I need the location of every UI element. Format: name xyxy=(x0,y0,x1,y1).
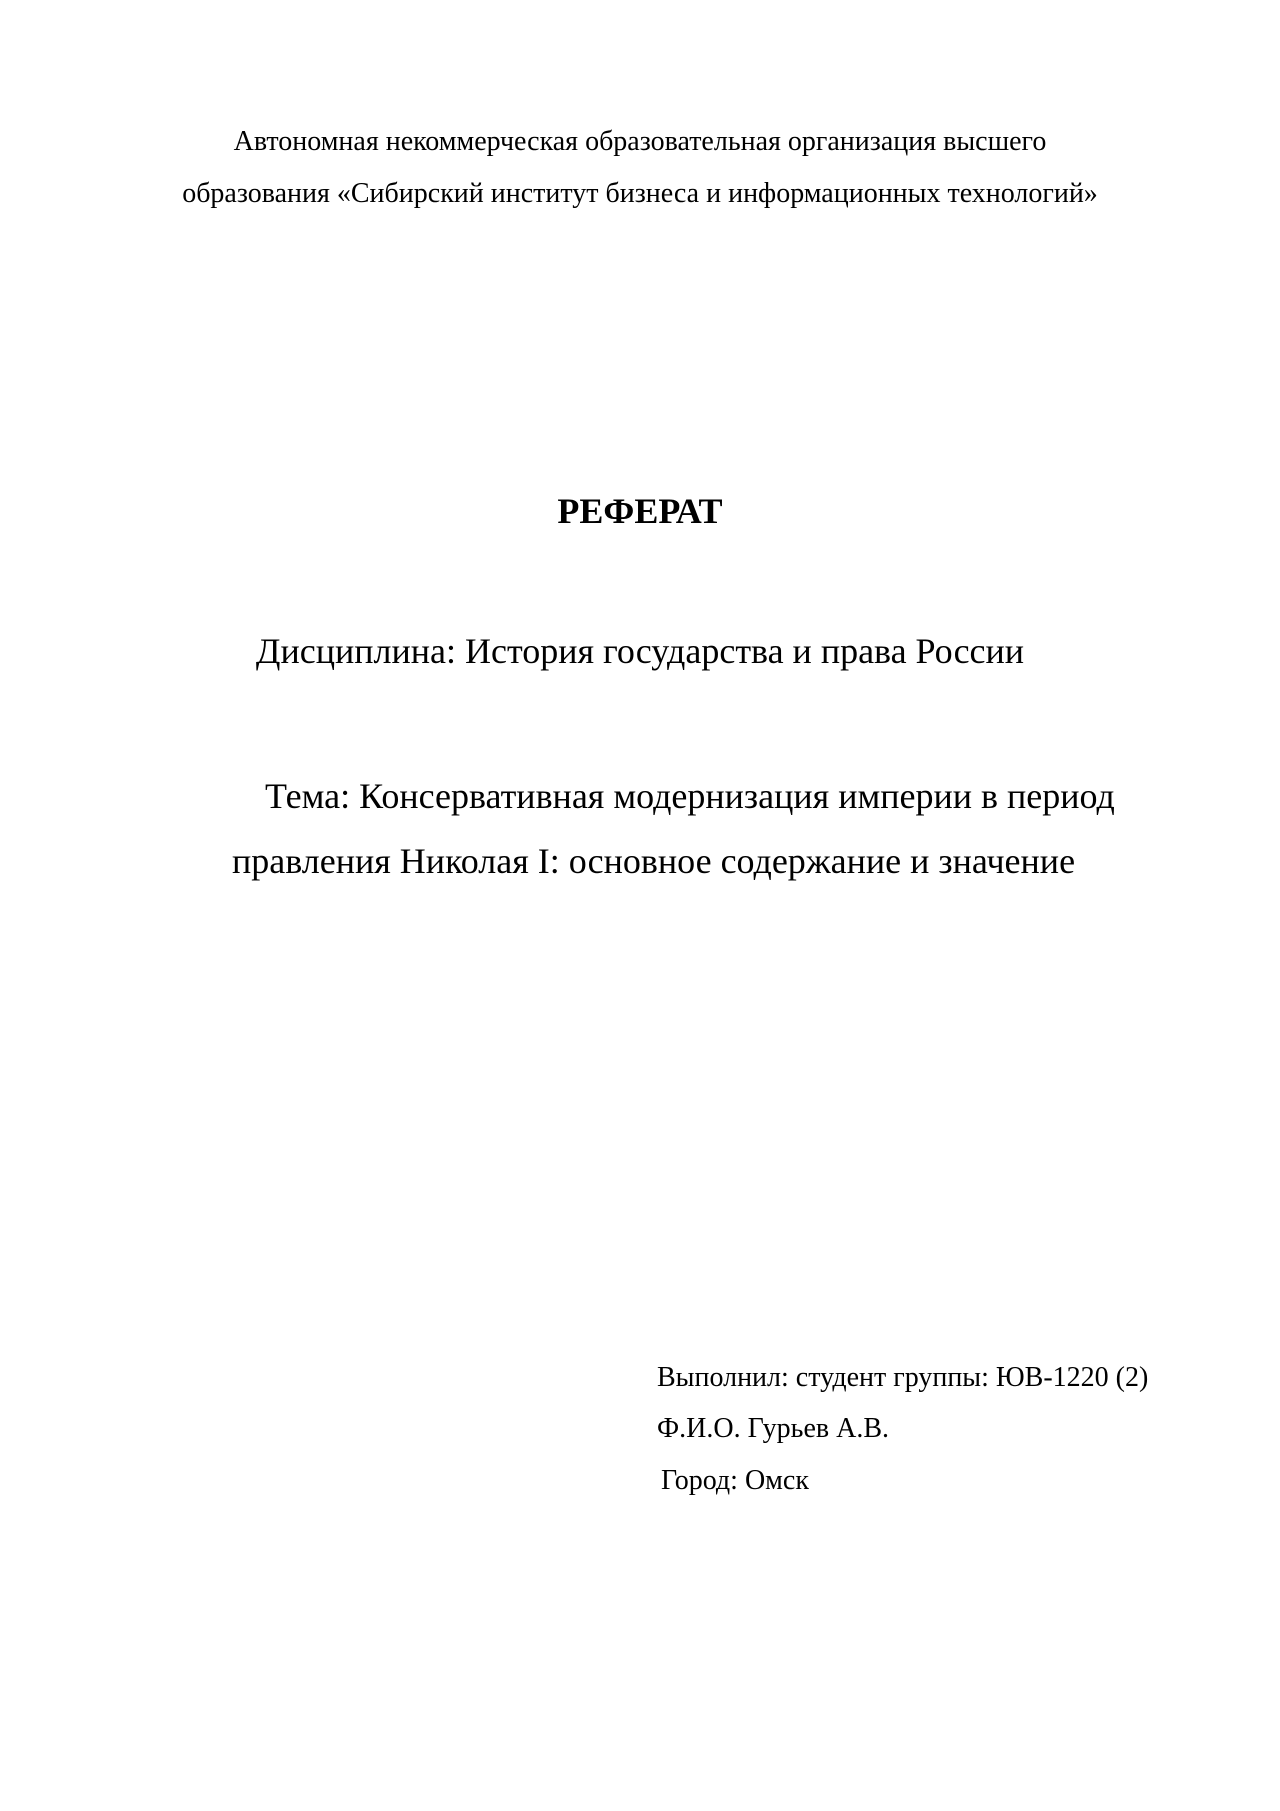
organization-line-1: Автономная некоммерческая образовательная организация высшего xyxy=(233,126,1047,157)
topic-line-2: правления Николая I: основное содержание и значение xyxy=(232,841,1076,881)
topic-line-1: Тема: Консервативная модернизация империи в период xyxy=(265,776,1115,816)
author-group-line: Выполнил: студент группы: ЮВ-1220 (2) xyxy=(657,1362,1149,1393)
organization-line-2: образования «Сибирский институт бизнеса и информационных технологий» xyxy=(182,178,1098,209)
author-name-line: Ф.И.О. Гурьев А.В. xyxy=(657,1413,889,1444)
author-city-line: Город: Омск xyxy=(661,1465,809,1496)
discipline-line: Дисциплина: История государства и права России xyxy=(255,631,1025,671)
document-type-title: РЕФЕРАТ xyxy=(557,491,723,531)
